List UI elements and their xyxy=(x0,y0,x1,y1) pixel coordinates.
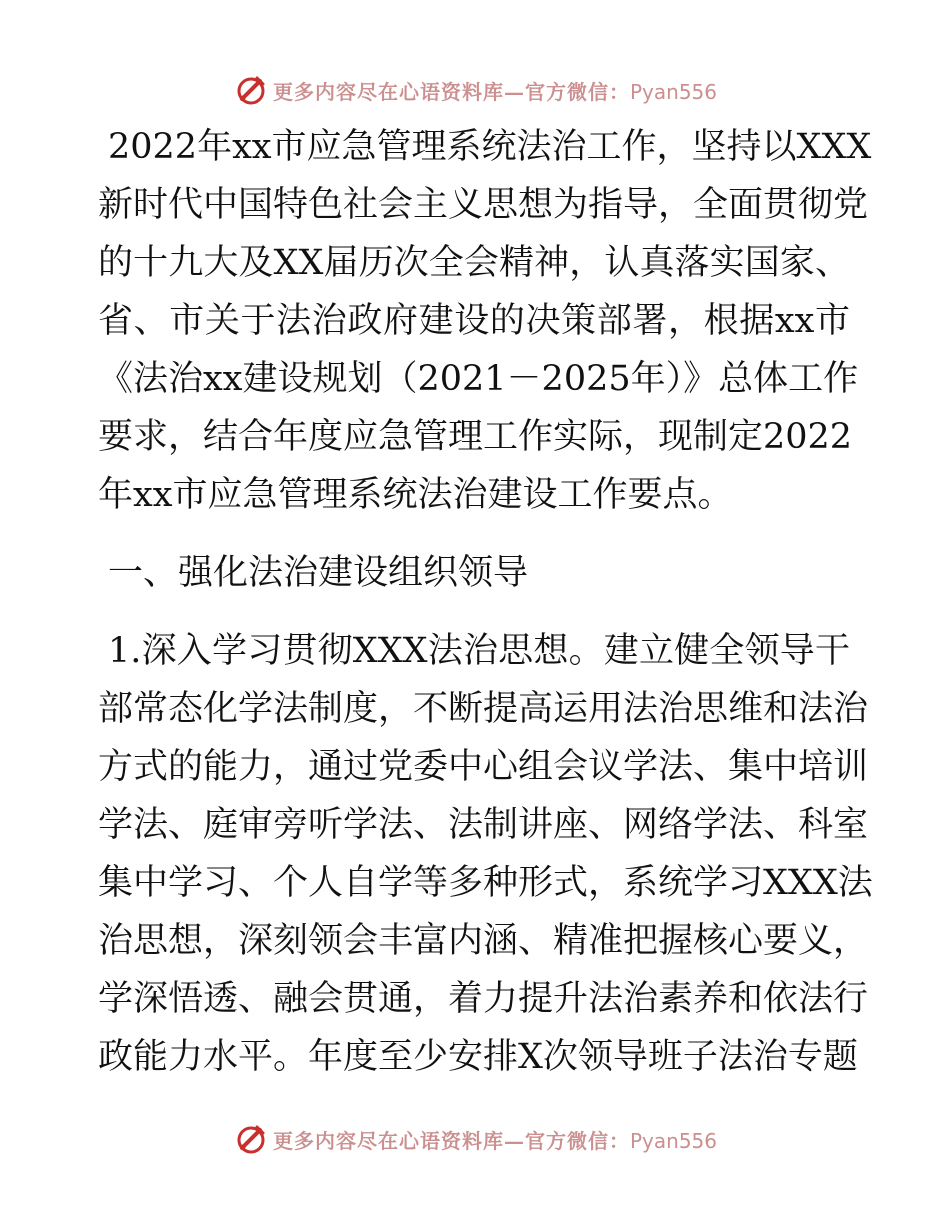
text-line: 学法、庭审旁听学法、法制讲座、网络学法、科室 xyxy=(98,805,869,845)
text-line: 2022年xx市应急管理系统法治工作，坚持以XXX xyxy=(108,127,872,167)
paragraph-intro xyxy=(98,118,872,524)
red-pen-circle-logo-icon xyxy=(233,1121,269,1157)
text-line: 省、市关于法治政府建设的决策部署，根据xx市 xyxy=(98,301,850,341)
red-pen-circle-logo-icon xyxy=(233,72,269,108)
paragraph-section1-item1 xyxy=(98,622,873,1086)
text-line: 要求，结合年度应急管理工作实际，现制定2022 xyxy=(98,417,853,457)
watermark-banner-top xyxy=(0,70,950,110)
watermark-banner-bottom xyxy=(0,1119,950,1159)
text-line: 1.深入学习贯彻XXX法治思想。建立健全领导干 xyxy=(108,631,850,671)
watermark-site-text: 更多内容尽在心语资料库—官方微信： xyxy=(272,79,630,104)
section-heading: 一、强化法治建设组织领导 xyxy=(108,553,529,593)
watermark-text xyxy=(273,76,717,105)
text-line: 年xx市应急管理系统法治建设工作要点。 xyxy=(98,475,733,515)
text-line: 学深悟透、融会贯通，着力提升法治素养和依法行 xyxy=(98,979,869,1019)
text-line: 的十九大及XX届历次全会精神，认真落实国家、 xyxy=(98,243,850,283)
watermark-wechat-id: Pyan556 xyxy=(629,79,717,104)
watermark-site-text: 更多内容尽在心语资料库—官方微信： xyxy=(272,1128,630,1153)
text-line: 政能力水平。年度至少安排X次领导班子法治专题 xyxy=(98,1037,858,1077)
text-line: 集中学习、个人自学等多种形式，系统学习XXX法 xyxy=(98,863,873,903)
text-line: 治思想，深刻领会丰富内涵、精准把握核心要义， xyxy=(98,921,869,961)
watermark-wechat-id: Pyan556 xyxy=(629,1128,717,1153)
text-line: 《法治xx建设规划（2021－2025年）》总体工作 xyxy=(98,359,859,399)
text-line: 部常态化学法制度，不断提高运用法治思维和法治 xyxy=(98,689,869,729)
document-body xyxy=(98,118,873,1086)
text-line: 新时代中国特色社会主义思想为指导，全面贯彻党 xyxy=(98,185,869,225)
text-line: 方式的能力，通过党委中心组会议学法、集中培训 xyxy=(98,747,869,787)
watermark-text xyxy=(273,1125,717,1154)
